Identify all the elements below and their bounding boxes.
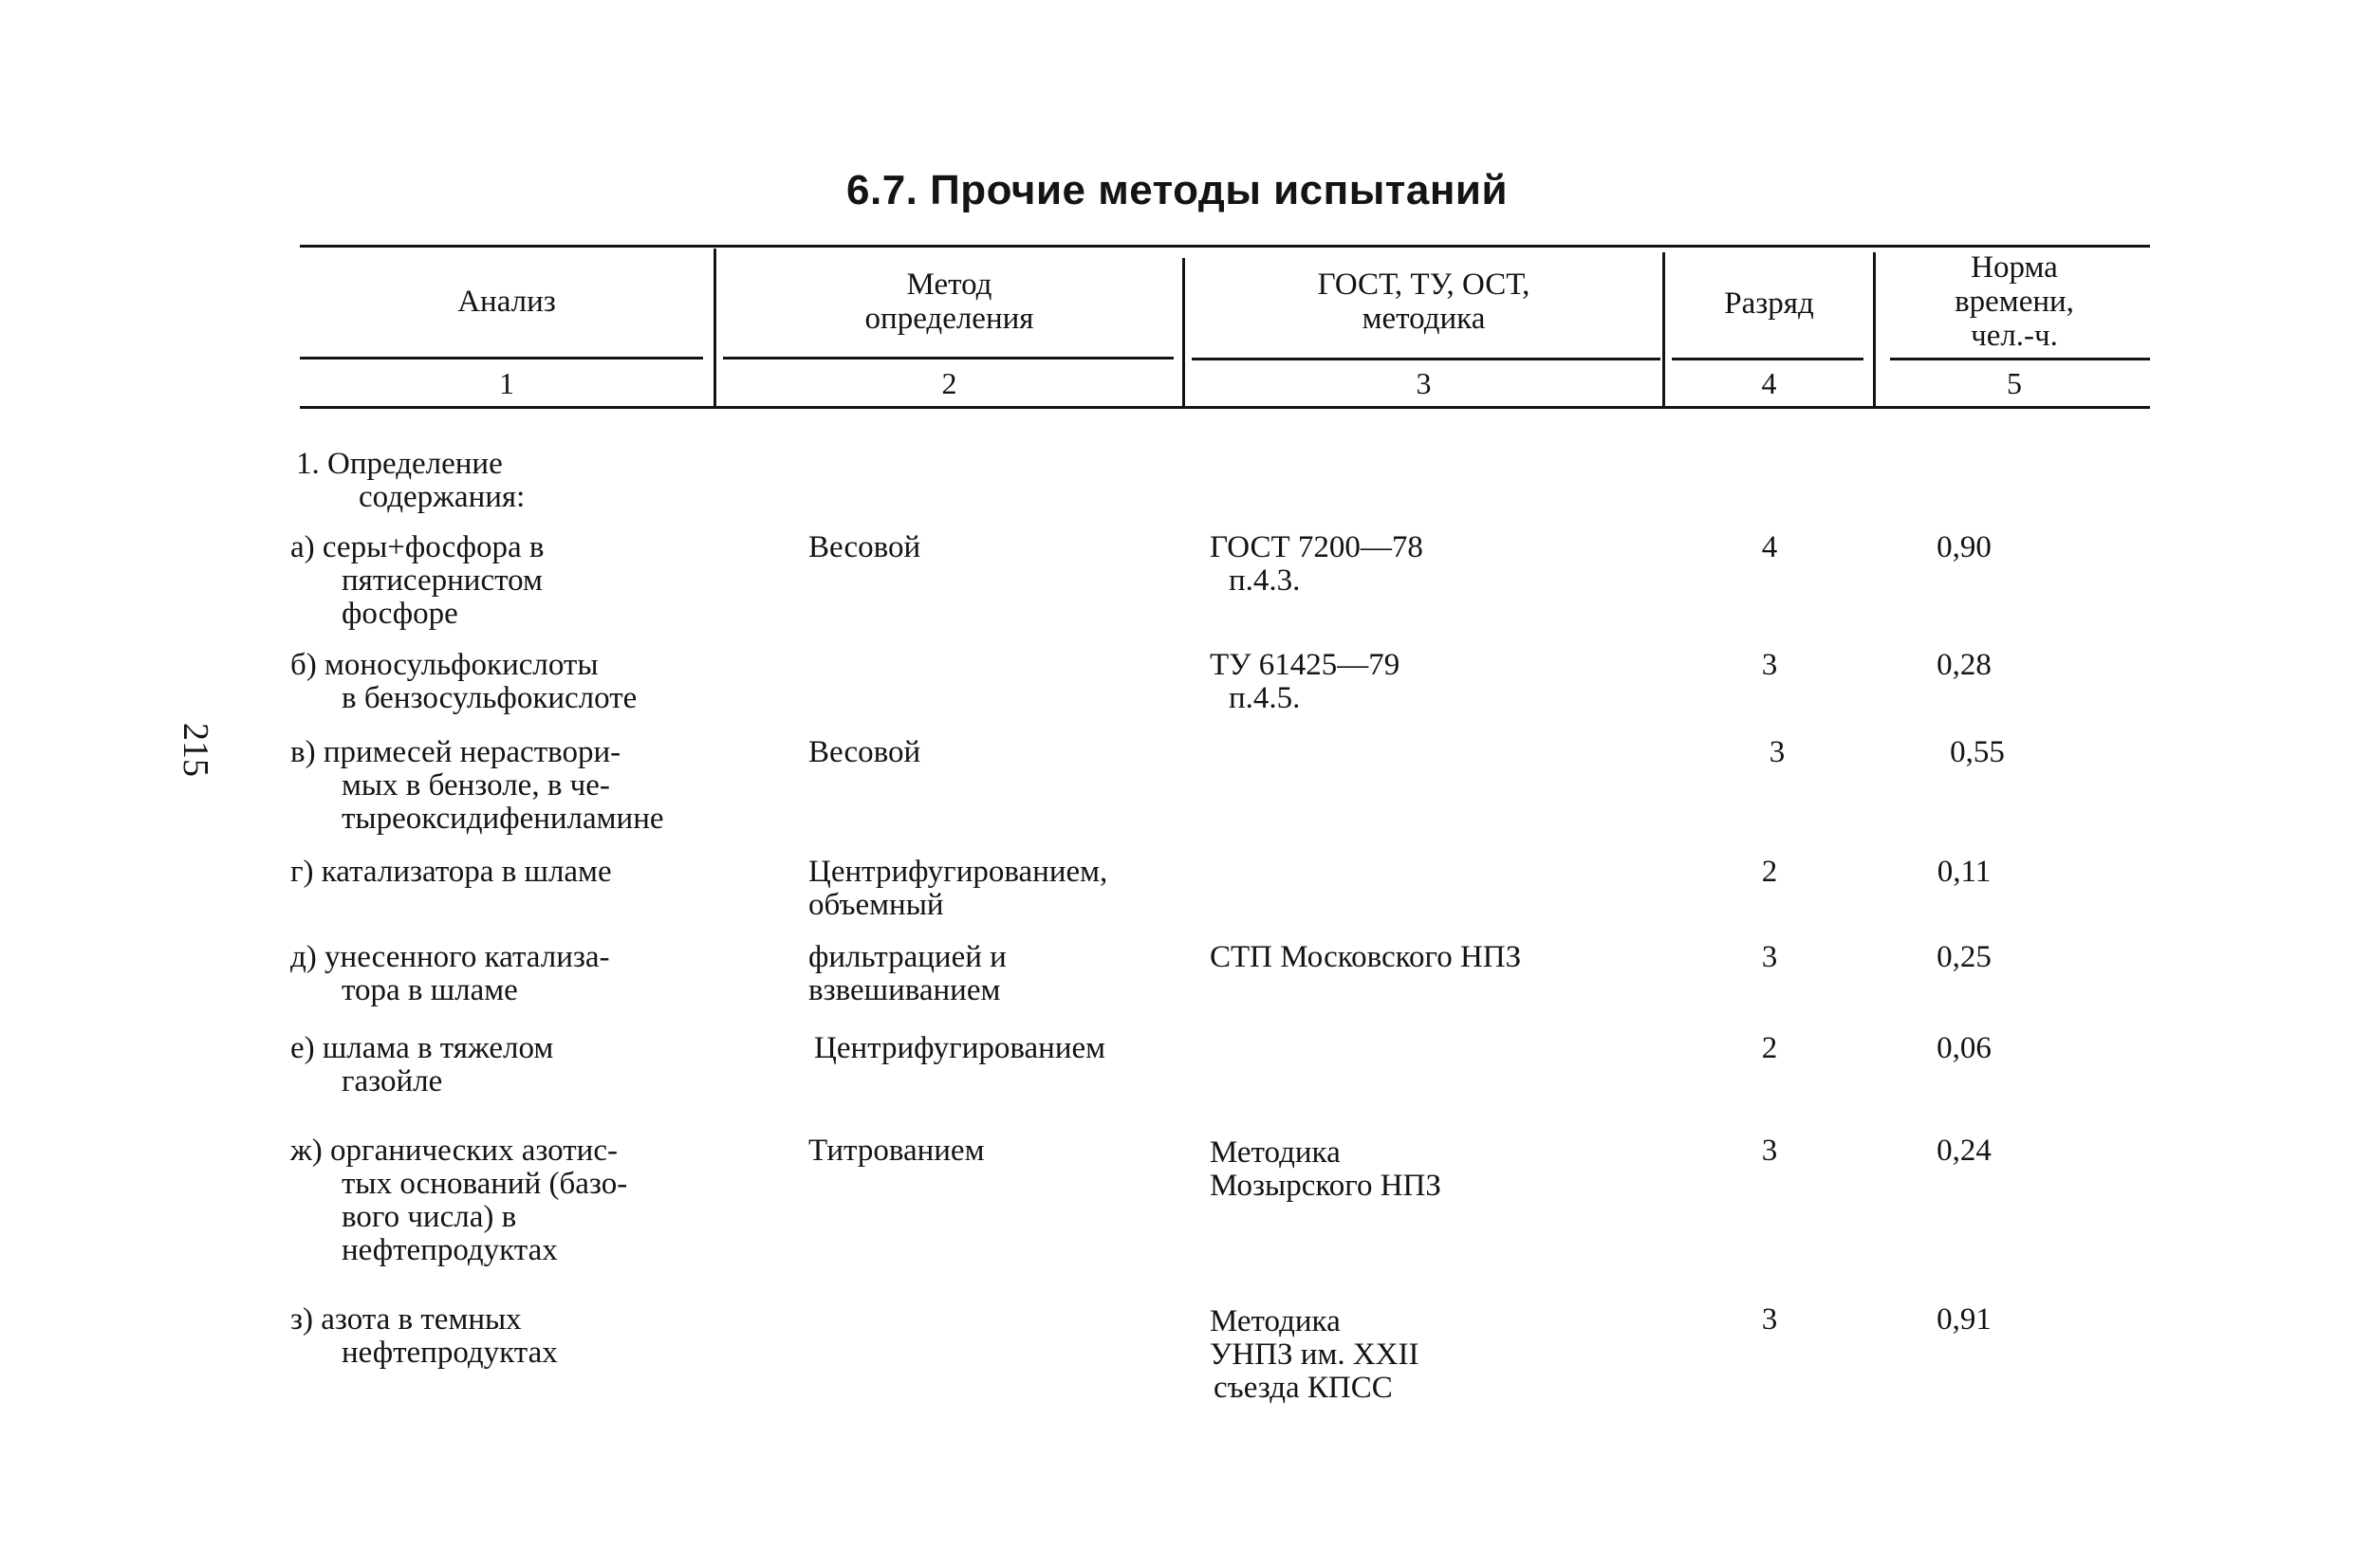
table-row-a-method <box>808 531 920 564</box>
column-number-5: 5 <box>2007 366 2022 400</box>
table-row-v-method <box>808 736 920 769</box>
analysis-line: нефтепродуктах <box>342 1336 558 1370</box>
gost-line: УНПЗ им. XXII <box>1210 1337 1419 1372</box>
analysis-line: нефтепродуктах <box>342 1233 558 1267</box>
gost-line: СТП Московского НПЗ <box>1210 940 1522 974</box>
analysis-line: вого числа) в <box>342 1200 517 1234</box>
header-gost-line1: ГОСТ, ТУ, ОСТ, <box>1317 267 1530 302</box>
column-number-4: 4 <box>1761 366 1777 400</box>
table-row-a-grade: 4 <box>1761 530 1778 564</box>
colnum-bottom-rule <box>300 406 2150 409</box>
method-line: Весовой <box>808 735 921 769</box>
table-row-v-norm: 0,55 <box>1950 735 2005 769</box>
gost-line: съезда КПСС <box>1214 1371 1393 1405</box>
header-grade <box>1665 286 1873 321</box>
table-row-v-grade: 3 <box>1769 735 1786 769</box>
header-norm-line1: Норма <box>1971 250 2058 285</box>
table-row-b-grade: 3 <box>1761 648 1778 682</box>
table-row-v-analysis <box>290 736 664 836</box>
gost-line: ГОСТ 7200—78 <box>1210 530 1423 564</box>
header-method-line1: Метод <box>906 267 992 302</box>
table-row-zh-analysis <box>290 1134 627 1267</box>
header-bottom-rule-col1 <box>300 357 703 360</box>
table-row-d-grade: 3 <box>1761 940 1778 974</box>
table-row-zh-method <box>808 1134 984 1168</box>
table-row-b-analysis <box>290 649 637 715</box>
gost-line: п.4.3. <box>1229 563 1301 598</box>
header-gost-line2: методика <box>1362 302 1486 336</box>
analysis-line: д) унесенного катализа- <box>290 940 610 974</box>
gost-line: Методика <box>1210 1135 1341 1170</box>
table-row-d-analysis <box>290 941 610 1007</box>
method-line: Титрованием <box>808 1134 985 1168</box>
table-row-z-analysis <box>290 1303 558 1370</box>
analysis-line: в бензосульфокислоте <box>342 681 638 715</box>
table-row-zh-grade: 3 <box>1761 1134 1778 1168</box>
table-row-b-gost <box>1210 649 1399 715</box>
table-row-d-method <box>808 941 1007 1007</box>
method-line: объемный <box>808 888 944 922</box>
column-number-1: 1 <box>499 366 514 400</box>
analysis-line: тых оснований (базо- <box>342 1167 628 1201</box>
table-row-g-analysis <box>290 856 612 889</box>
table-row-a-analysis <box>290 531 544 631</box>
analysis-line: е) шлама в тяжелом <box>290 1031 554 1065</box>
method-line: Центрифугированием, <box>808 855 1108 889</box>
analysis-line: тора в шламе <box>342 973 518 1007</box>
analysis-line: мых в бензоле, в че- <box>342 768 610 802</box>
table-row-z-gost <box>1210 1305 1419 1405</box>
analysis-line: б) моносульфокислоты <box>290 648 599 682</box>
table-row-g-norm: 0,11 <box>1937 855 1992 889</box>
table-row-g-method <box>808 856 1107 922</box>
header-bottom-rule-col4 <box>1672 358 1863 360</box>
gost-line: п.4.5. <box>1229 681 1301 715</box>
table-row-g-grade: 2 <box>1761 855 1778 889</box>
method-line: Центрифугированием <box>814 1031 1106 1065</box>
table-row-b-norm: 0,28 <box>1937 648 1992 682</box>
table-row-z-grade: 3 <box>1761 1302 1778 1337</box>
table-row-a-norm: 0,90 <box>1937 530 1992 564</box>
header-method-line2: определения <box>864 302 1034 336</box>
table-row-z-norm: 0,91 <box>1937 1302 1992 1337</box>
header-bottom-rule-col2 <box>723 357 1174 360</box>
section-heading-line1: 1. Определение <box>296 447 503 481</box>
column-number-3: 3 <box>1416 366 1432 400</box>
analysis-line: газойле <box>342 1064 443 1098</box>
table-row-zh-norm: 0,24 <box>1937 1134 1992 1168</box>
column-number-2: 2 <box>941 366 957 400</box>
table-row-e-grade: 2 <box>1761 1031 1778 1065</box>
table-row-e-analysis <box>290 1032 553 1098</box>
gost-line: Мозырского НПЗ <box>1210 1169 1441 1203</box>
method-line: фильтрацией и <box>808 940 1007 974</box>
analysis-line: тыреоксидифениламине <box>342 802 664 836</box>
header-norm-line2: времени, <box>1955 285 2074 319</box>
table-top-rule <box>300 245 2150 248</box>
header-norm <box>1876 250 2153 353</box>
method-line: взвешиванием <box>808 973 1001 1007</box>
table-row-e-method <box>814 1032 1105 1065</box>
gost-line: ТУ 61425—79 <box>1210 648 1400 682</box>
table-row-d-gost <box>1210 941 1521 974</box>
header-analysis-label: Анализ <box>457 285 556 319</box>
header-gost <box>1185 267 1662 336</box>
table-row-a-gost <box>1210 531 1423 598</box>
header-grade-label: Разряд <box>1724 286 1814 321</box>
header-bottom-rule-col3 <box>1192 358 1660 360</box>
analysis-line: фосфоре <box>342 597 458 631</box>
header-bottom-rule-col5 <box>1890 358 2150 360</box>
analysis-line: ж) органических азотис- <box>290 1134 618 1168</box>
page-title: 6.7. Прочие методы испытаний <box>846 167 1508 213</box>
analysis-line: в) примесей нераствори- <box>290 735 621 769</box>
analysis-line: г) катализатора в шламе <box>290 855 612 889</box>
header-analysis <box>300 285 714 319</box>
header-method <box>716 267 1182 336</box>
gost-line: Методика <box>1210 1304 1341 1338</box>
table-row-e-norm: 0,06 <box>1937 1031 1992 1065</box>
section-heading-line2: содержания: <box>359 480 526 514</box>
table-row-zh-gost <box>1210 1136 1441 1203</box>
section-heading <box>296 448 525 514</box>
table-row-d-norm: 0,25 <box>1937 940 1992 974</box>
page-number: 215 <box>176 723 215 777</box>
analysis-line: з) азота в темных <box>290 1302 522 1337</box>
method-line: Весовой <box>808 530 921 564</box>
header-norm-line3: чел.-ч. <box>1971 319 2058 353</box>
analysis-line: пятисернистом <box>342 563 543 598</box>
analysis-line: а) серы+фосфора в <box>290 530 545 564</box>
